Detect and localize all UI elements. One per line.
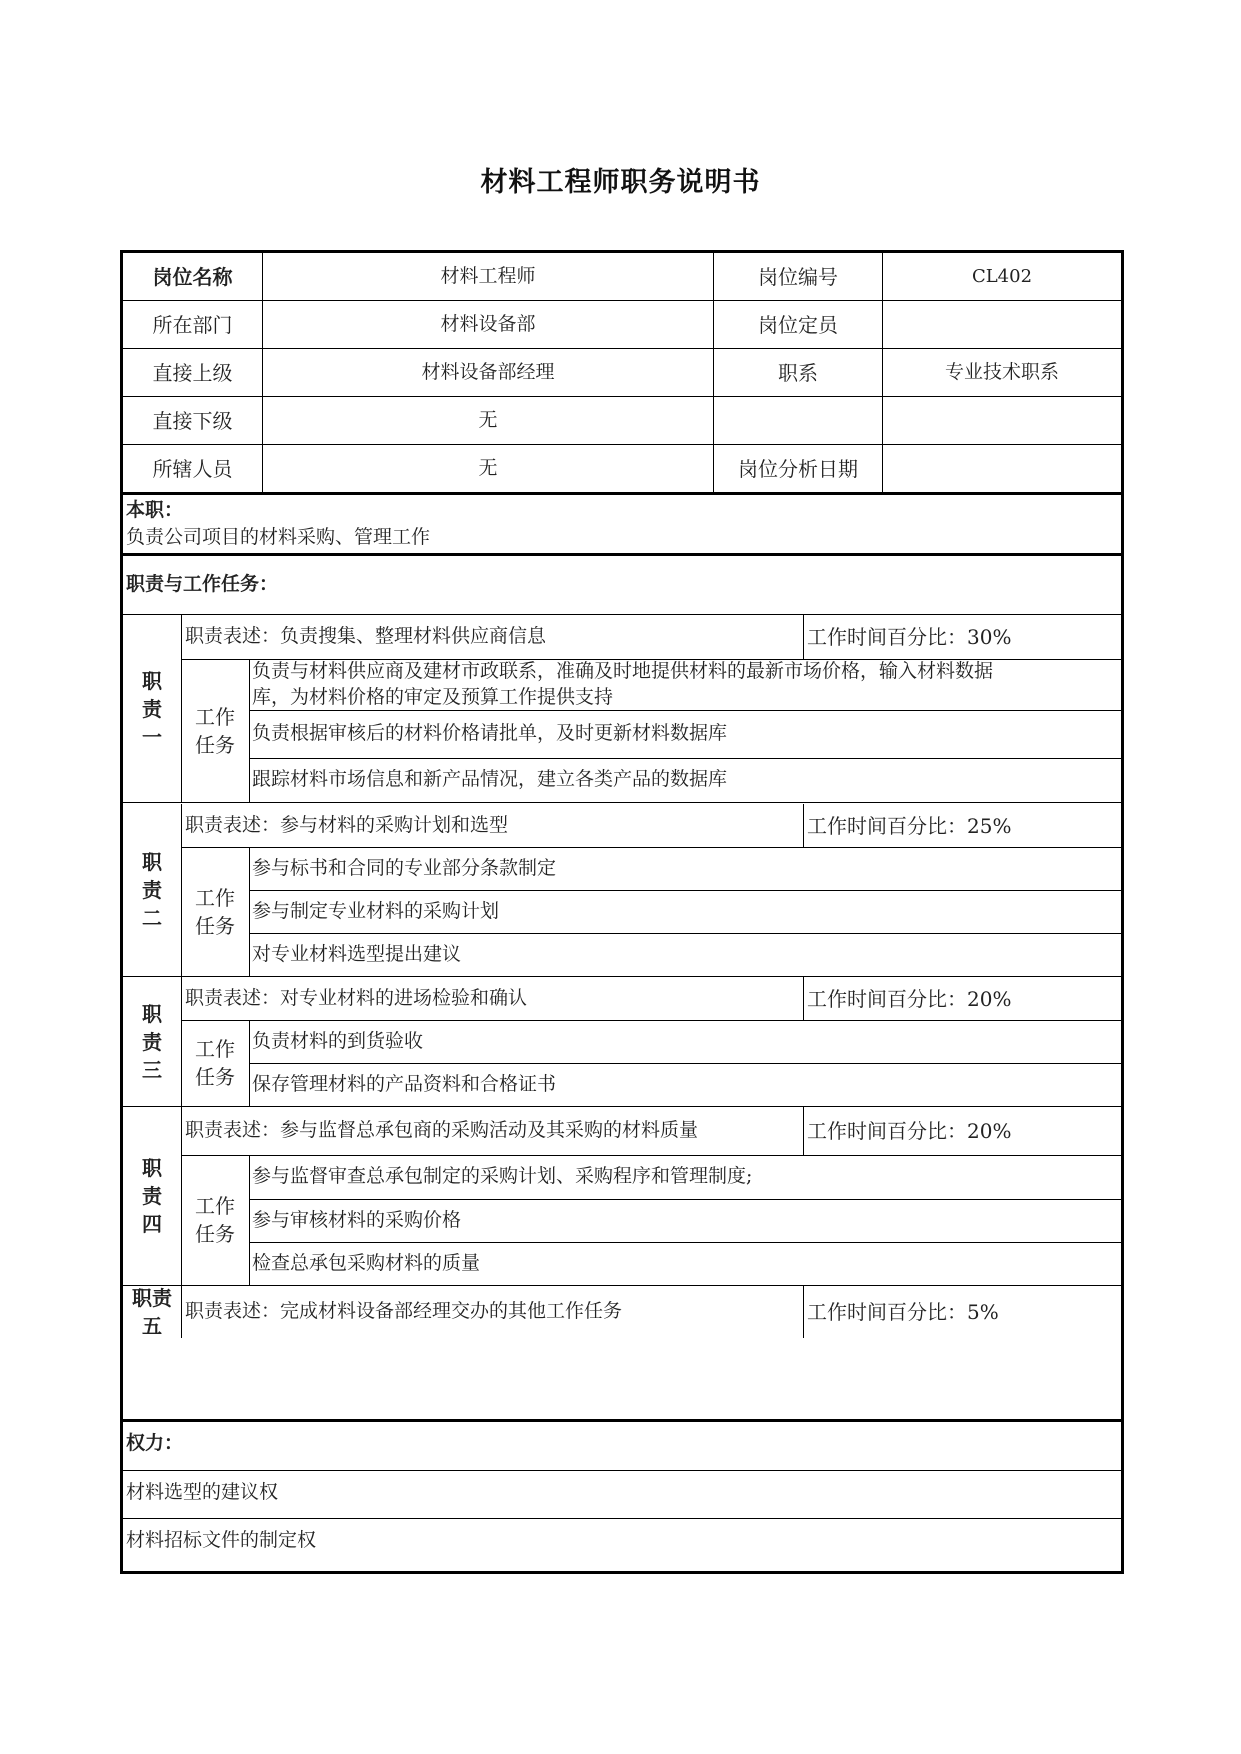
task-label — [181, 1192, 249, 1248]
col-divider — [181, 1286, 182, 1338]
duty-name — [123, 848, 181, 932]
col-divider — [249, 659, 250, 802]
task-item: 负责材料的到货验收 — [252, 1029, 424, 1052]
time-percentage: 工作时间百分比：20% — [807, 986, 1012, 1011]
duty-name-char: 职 — [142, 1156, 162, 1180]
row-divider — [249, 1242, 1121, 1243]
duty-name-char: 二 — [142, 906, 162, 930]
task-label — [181, 703, 249, 759]
duty-description: 职责表述：完成材料设备部经理交办的其他工作任务 — [185, 1300, 623, 1322]
time-percentage: 工作时间百分比：25% — [807, 813, 1012, 838]
duty-description: 职责表述：对专业材料的进场检验和确认 — [185, 986, 528, 1009]
task-item: 参与标书和合同的专业部分条款制定 — [252, 856, 557, 879]
section-divider — [123, 1419, 1121, 1422]
row-divider — [181, 1020, 1121, 1021]
value-subordinate: 无 — [478, 409, 498, 431]
task-label-line: 工作 — [195, 1194, 235, 1218]
row-divider — [123, 348, 1121, 349]
value-department: 材料设备部 — [440, 313, 536, 335]
label-position-name: 岗位名称 — [152, 265, 233, 289]
label-analysis-date: 岗位分析日期 — [738, 457, 858, 481]
duty-name-char: 一 — [142, 724, 162, 749]
time-percentage: 工作时间百分比：30% — [807, 625, 1012, 649]
power-label: 权力： — [126, 1432, 184, 1454]
duty-name-char: 责 — [142, 1029, 162, 1054]
row-divider — [123, 614, 1121, 615]
task-item: 负责根据审核后的材料价格请批单，及时更新材料数据库 — [252, 722, 728, 744]
col-divider — [803, 615, 804, 659]
task-label-line: 任务 — [195, 913, 235, 938]
duty-divider — [123, 1285, 1121, 1286]
task-label-line: 任务 — [195, 1065, 235, 1089]
duty-name — [123, 1154, 181, 1238]
value-job-family: 专业技术职系 — [944, 361, 1059, 383]
row-divider — [181, 1155, 1121, 1156]
label-headcount: 岗位定员 — [758, 313, 838, 337]
row-divider — [249, 758, 1121, 759]
task-label-line: 工作 — [195, 1037, 235, 1061]
job-description-table — [120, 250, 1124, 1574]
duty-name-char: 五 — [142, 1314, 162, 1338]
value-superior: 材料设备部经理 — [421, 361, 555, 383]
duty-name — [123, 667, 181, 751]
task-item: 参与制定专业材料的采购计划 — [252, 899, 500, 922]
row-divider — [181, 847, 1121, 848]
col-divider — [803, 977, 804, 1020]
value-position-name: 材料工程师 — [440, 265, 536, 287]
page-title: 材料工程师职务说明书 — [480, 167, 761, 198]
task-label-line: 任务 — [195, 1222, 235, 1246]
benzhi-label: 本职： — [126, 499, 184, 521]
task-label — [181, 1035, 249, 1091]
power-item: 材料招标文件的制定权 — [126, 1529, 317, 1551]
task-item: 库，为材料价格的审定及预算工作提供支持 — [252, 685, 614, 708]
time-percentage: 工作时间百分比：20% — [807, 1119, 1012, 1143]
duty-name-char: 职 — [142, 850, 162, 874]
power-item: 材料选型的建议权 — [126, 1481, 279, 1503]
task-label-line: 工作 — [195, 885, 235, 910]
value-position-code: CL402 — [971, 266, 1033, 287]
task-item: 负责与材料供应商及建材市政联系，准确及时地提供材料的最新市场价格，输入材料数据 — [252, 659, 994, 682]
duty-name-char: 职 — [142, 1001, 162, 1026]
label-position-code: 岗位编号 — [758, 265, 838, 289]
row-divider — [123, 1518, 1121, 1519]
duty-name-char: 职责 — [132, 1286, 172, 1310]
row-divider — [249, 890, 1121, 891]
row-divider — [123, 444, 1121, 445]
duties-heading: 职责与工作任务： — [126, 573, 279, 595]
duty-name — [123, 1284, 181, 1340]
label-subordinate: 直接下级 — [152, 409, 233, 433]
duty-divider — [123, 976, 1121, 977]
task-label-line: 工作 — [195, 704, 235, 729]
duty-description: 职责表述：负责搜集、整理材料供应商信息 — [185, 625, 547, 647]
row-divider — [123, 300, 1121, 301]
duty-name-char: 责 — [142, 696, 162, 721]
col-divider — [803, 804, 804, 847]
task-label — [181, 884, 249, 940]
duty-description: 职责表述：参与监督总承包商的采购活动及其采购的材料质量 — [185, 1119, 699, 1141]
task-item: 检查总承包采购材料的质量 — [252, 1251, 481, 1274]
duty-name-char: 责 — [142, 1184, 162, 1208]
label-job-family: 职系 — [778, 361, 818, 385]
row-divider — [249, 933, 1121, 934]
row-divider — [249, 1199, 1121, 1200]
task-item: 参与审核材料的采购价格 — [252, 1208, 462, 1231]
duty-name — [123, 1000, 181, 1084]
label-staff: 所辖人员 — [152, 457, 233, 481]
time-percentage: 工作时间百分比：5% — [807, 1300, 999, 1324]
benzhi-text: 负责公司项目的材料采购、管理工作 — [126, 526, 431, 548]
row-divider — [123, 1470, 1121, 1471]
duty-name-char: 三 — [142, 1057, 162, 1082]
col-divider — [249, 847, 250, 976]
label-department: 所在部门 — [152, 313, 233, 337]
duty-divider — [123, 1106, 1121, 1107]
value-staff: 无 — [478, 457, 498, 479]
duty-divider — [123, 802, 1121, 803]
row-divider — [123, 396, 1121, 397]
duty-description: 职责表述：参与材料的采购计划和选型 — [185, 813, 509, 836]
task-item: 参与监督审查总承包制定的采购计划、采购程序和管理制度; — [252, 1165, 753, 1187]
task-label-line: 任务 — [195, 732, 235, 757]
row-divider — [249, 1063, 1121, 1064]
duty-name-char: 责 — [142, 878, 162, 902]
col-divider — [803, 1107, 804, 1155]
row-divider — [249, 710, 1121, 711]
section-divider — [123, 553, 1121, 556]
label-superior: 直接上级 — [152, 361, 233, 385]
col-divider — [249, 1155, 250, 1285]
section-divider — [123, 492, 1121, 495]
duty-name-char: 职 — [142, 668, 162, 693]
col-divider — [803, 1286, 804, 1338]
task-item: 跟踪材料市场信息和新产品情况，建立各类产品的数据库 — [252, 768, 728, 790]
task-item: 对专业材料选型提出建议 — [252, 942, 462, 965]
task-item: 保存管理材料的产品资料和合格证书 — [252, 1072, 557, 1095]
duty-name-char: 四 — [142, 1212, 162, 1236]
